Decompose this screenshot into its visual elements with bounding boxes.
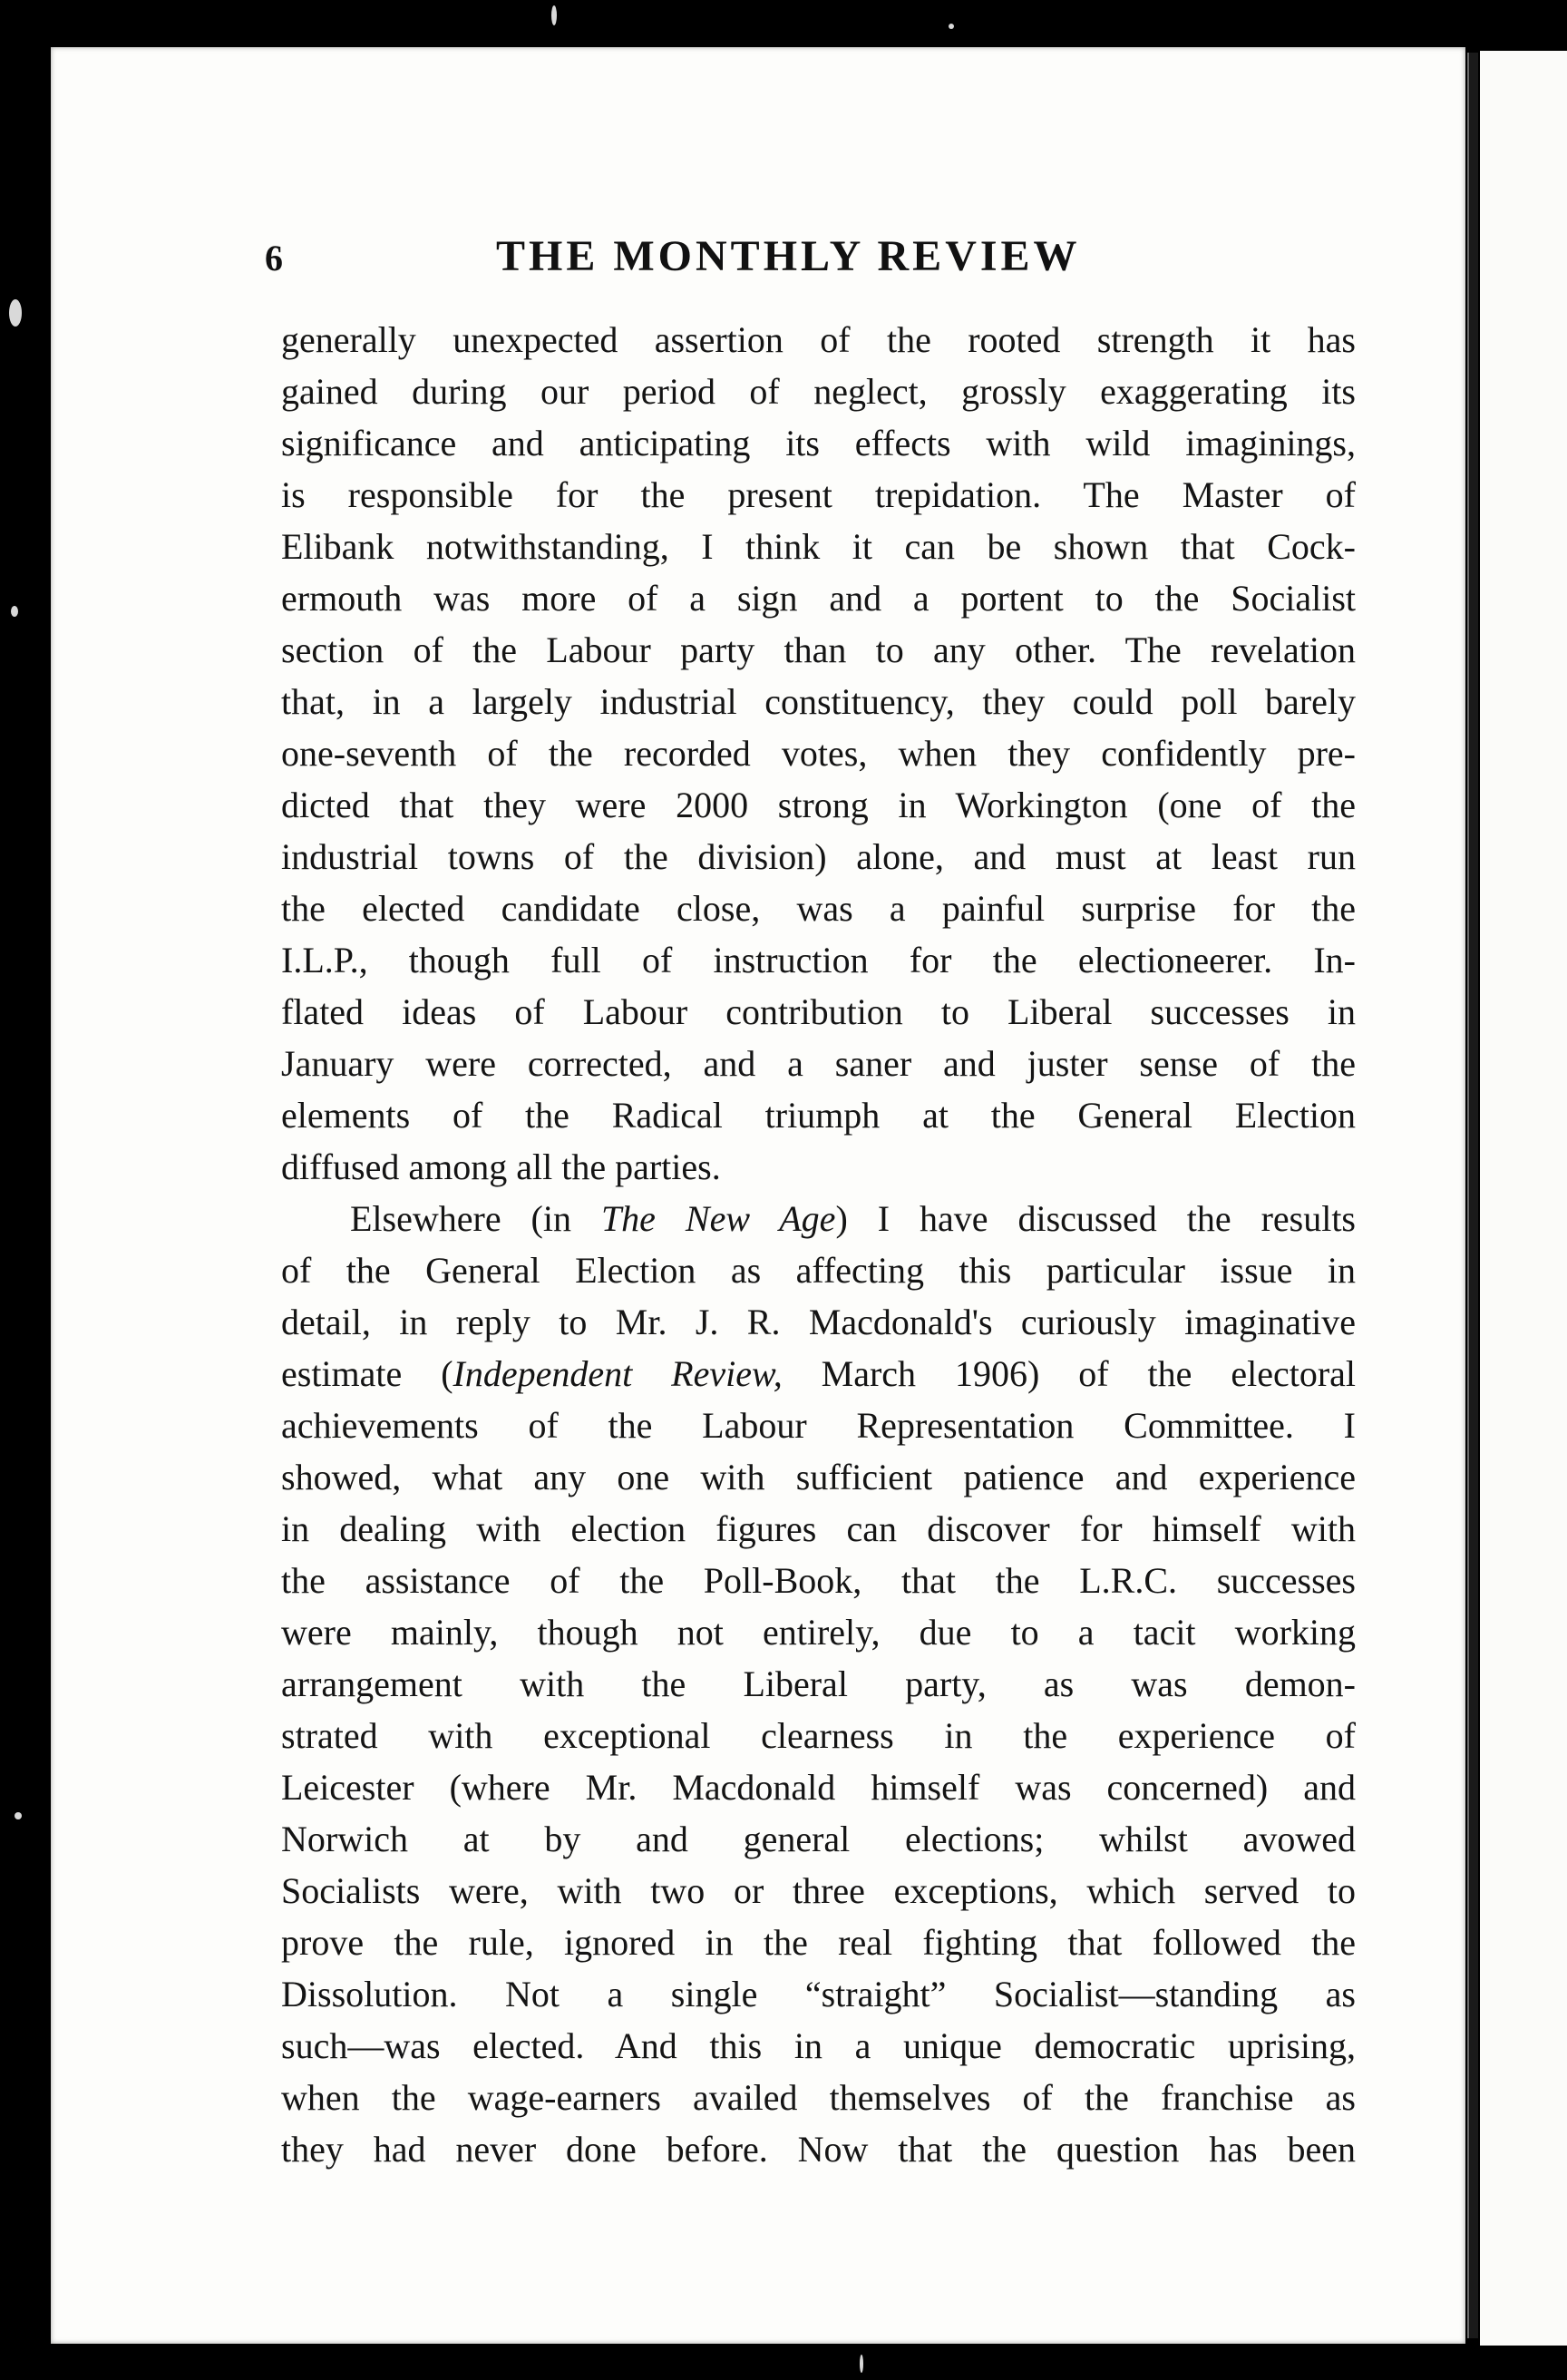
text-line: prove the rule, ignored in the real fighting that followed the: [281, 1922, 1356, 1963]
periodical-title: Independent Review,: [453, 1353, 783, 1394]
scan-speck: [551, 5, 557, 25]
scan-speck: [15, 1812, 22, 1819]
text-line: industrial towns of the division) alone, and must at least run: [281, 836, 1356, 877]
text-line: diffused among all the parties.: [281, 1146, 721, 1187]
text-line: Socialists were, with two or three exceptions, which served to: [281, 1870, 1356, 1911]
text-line: is responsible for the present trepidation. The Master of: [281, 474, 1356, 515]
text-run: ) I have discussed the results: [835, 1198, 1356, 1239]
text-line: significance and anticipating its effects with wild imaginings,: [281, 423, 1356, 463]
text-line: [281, 1193, 1356, 1244]
text-line: such—was elected. And this in a unique democratic uprising,: [281, 2025, 1356, 2066]
text-line: Leicester (where Mr. Macdonald himself was concerned) and: [281, 1767, 1356, 1808]
scan-speck: [11, 606, 18, 617]
text-line: elements of the Radical triumph at the General Election: [281, 1095, 1356, 1136]
scan-speck: [860, 2355, 863, 2373]
text-line: strated with exceptional clearness in the experience of: [281, 1715, 1356, 1756]
text-line: Norwich at by and general elections; whilst avowed: [281, 1819, 1356, 1859]
text-line: Dissolution. Not a single “straight” Socialist—standing as: [281, 1974, 1356, 2014]
text-line: the elected candidate close, was a painful surprise for the: [281, 888, 1356, 929]
text-line: one-seventh of the recorded votes, when they confidently pre-: [281, 733, 1356, 774]
page-gutter: [1467, 53, 1478, 2338]
body-text: [281, 314, 1356, 2175]
scan-speck: [949, 24, 954, 29]
text-line: I.L.P., though full of instruction for the electioneerer. In-: [281, 940, 1356, 980]
periodical-title: The New Age: [600, 1198, 836, 1239]
text-line: ermouth was more of a sign and a portent to the Socialist: [281, 578, 1356, 619]
scan-speck: [9, 299, 22, 327]
page-number: 6: [265, 238, 283, 278]
text-run: estimate (: [281, 1353, 453, 1394]
text-line: they had never done before. Now that the question has been: [281, 2129, 1356, 2170]
text-line: detail, in reply to Mr. J. R. Macdonald's curiously imaginative: [281, 1302, 1356, 1342]
text-line: arrangement with the Liberal party, as was demon-: [281, 1663, 1356, 1704]
text-line: were mainly, though not entirely, due to a tacit working: [281, 1612, 1356, 1653]
text-line: of the General Election as affecting this particular issue in: [281, 1250, 1356, 1291]
facing-page-edge: [1480, 51, 1567, 2346]
text-line: the assistance of the Poll-Book, that the L.R.C. successes: [281, 1560, 1356, 1601]
running-title: THE MONTHLY REVIEW: [496, 232, 1081, 280]
text-line: dicted that they were 2000 strong in Workington (one of the: [281, 785, 1356, 825]
text-run: Elsewhere (in: [350, 1198, 601, 1239]
paragraph-1: [281, 314, 1356, 1193]
paragraph-2: [281, 1193, 1356, 2175]
text-line: generally unexpected assertion of the rooted strength it has: [281, 319, 1356, 360]
text-line: section of the Labour party than to any other. The revelation: [281, 629, 1356, 670]
text-run: March 1906) of the electoral: [782, 1353, 1357, 1394]
running-head: [265, 231, 1362, 286]
text-line: in dealing with election figures can discover for himself with: [281, 1508, 1356, 1549]
text-line: that, in a largely industrial constituency, they could poll barely: [281, 681, 1356, 722]
text-line: Elibank notwithstanding, I think it can be shown that Cock-: [281, 526, 1356, 567]
text-line: January were corrected, and a saner and juster sense of the: [281, 1043, 1356, 1084]
text-line: showed, what any one with sufficient patience and experience: [281, 1457, 1356, 1497]
text-line: [281, 1348, 1356, 1400]
text-line: when the wage-earners availed themselves of the franchise as: [281, 2077, 1356, 2118]
text-line: gained during our period of neglect, grossly exaggerating its: [281, 371, 1356, 412]
text-line: achievements of the Labour Representation Committee. I: [281, 1405, 1356, 1446]
text-line: flated ideas of Labour contribution to Liberal successes in: [281, 991, 1356, 1032]
